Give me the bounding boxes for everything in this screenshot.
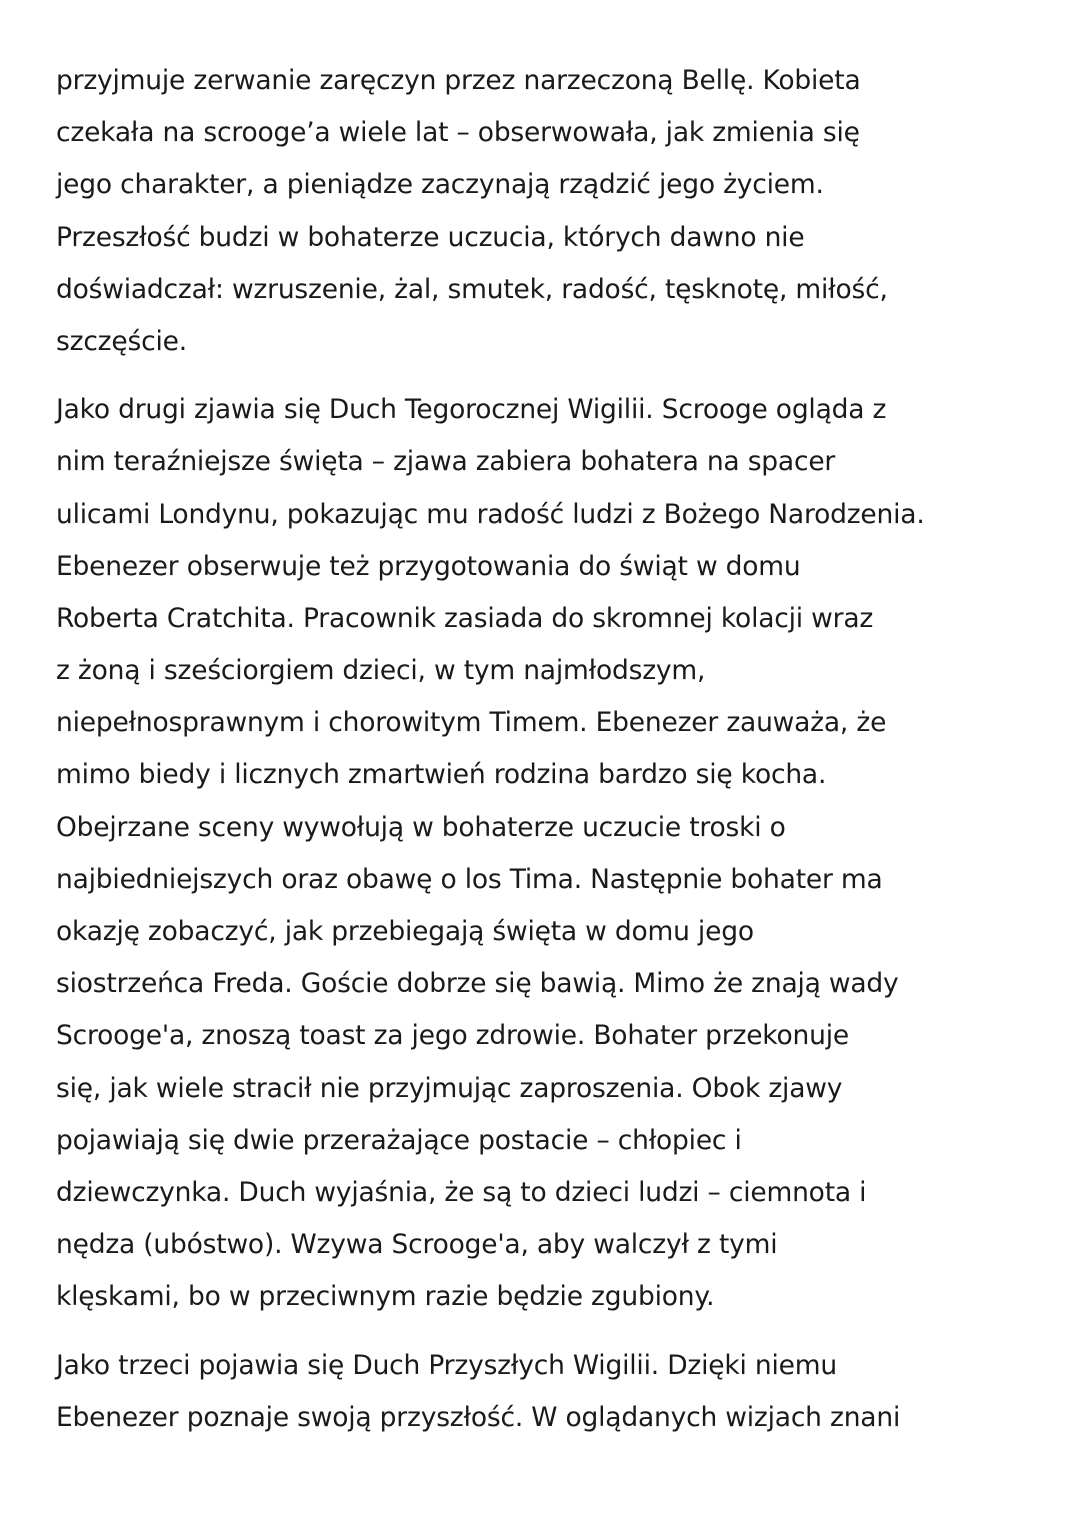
paragraph-2 [56, 384, 1036, 1323]
paragraph-3 [56, 1340, 1036, 1444]
text-line: doświadczał: wzruszenie, żal, smutek, radość, tęsknotę, miłość, [56, 273, 888, 305]
text-line: pojawiają się dwie przerażające postacie – chłopiec i [56, 1124, 742, 1156]
text-line: niepełnosprawnym i chorowitym Timem. Ebenezer zauważa, że [56, 707, 887, 739]
text-line: z żoną i sześciorgiem dzieci, w tym najmłodszym, [56, 655, 706, 687]
text-line: czekała na scrooge’a wiele lat – obserwowała, jak zmienia się [56, 117, 860, 149]
text-line: siostrzeńca Freda. Goście dobrze się bawią. Mimo że znają wady [56, 968, 899, 1000]
text-line: okazję zobaczyć, jak przebiegają święta w domu jego [56, 916, 754, 947]
text-line: Ebenezer poznaje swoją przyszłość. W oglądanych wizjach znani [56, 1401, 901, 1433]
text-line: Jako drugi zjawia się Duch Tegorocznej Wigilii. Scrooge ogląda z [56, 394, 887, 426]
paragraph-1 [56, 55, 1036, 368]
document-page [56, 55, 1036, 1444]
text-line: Ebenezer obserwuje też przygotowania do świąt w domu [56, 550, 801, 582]
text-line: Scrooge'a, znoszą toast za jego zdrowie. Bohater przekonuje [56, 1020, 849, 1052]
text-line: klęskami, bo w przeciwnym razie będzie zgubiony. [56, 1281, 715, 1313]
text-line: mimo biedy i licznych zmartwień rodzina bardzo się kocha. [56, 759, 827, 791]
text-line: przyjmuje zerwanie zaręczyn przez narzeczoną Bellę. Kobieta [56, 65, 861, 96]
text-line: się, jak wiele stracił nie przyjmując zaproszenia. Obok zjawy [56, 1072, 843, 1104]
text-line: ulicami Londynu, pokazując mu radość ludzi z Bożego Narodzenia. [56, 498, 925, 530]
text-line: Roberta Cratchita. Pracownik zasiada do skromnej kolacji wraz [56, 602, 874, 634]
text-line: Jako trzeci pojawia się Duch Przyszłych Wigilii. Dzięki niemu [56, 1349, 837, 1381]
text-line: Przeszłość budzi w bohaterze uczucia, których dawno nie [56, 221, 805, 253]
text-line: dziewczynka. Duch wyjaśnia, że są to dzieci ludzi – ciemnota i [56, 1176, 867, 1208]
text-line: jego charakter, a pieniądze zaczynają rządzić jego życiem. [56, 169, 824, 201]
text-line: nim teraźniejsze święta – zjawa zabiera bohatera na spacer [56, 446, 836, 478]
text-line: Obejrzane sceny wywołują w bohaterze uczucie troski o [56, 811, 786, 843]
text-line: nędza (ubóstwo). Wzywa Scrooge'a, aby walczył z tymi [56, 1229, 778, 1261]
text-line: szczęście. [56, 325, 187, 357]
text-line: najbiedniejszych oraz obawę o los Tima. Następnie bohater ma [56, 863, 883, 895]
